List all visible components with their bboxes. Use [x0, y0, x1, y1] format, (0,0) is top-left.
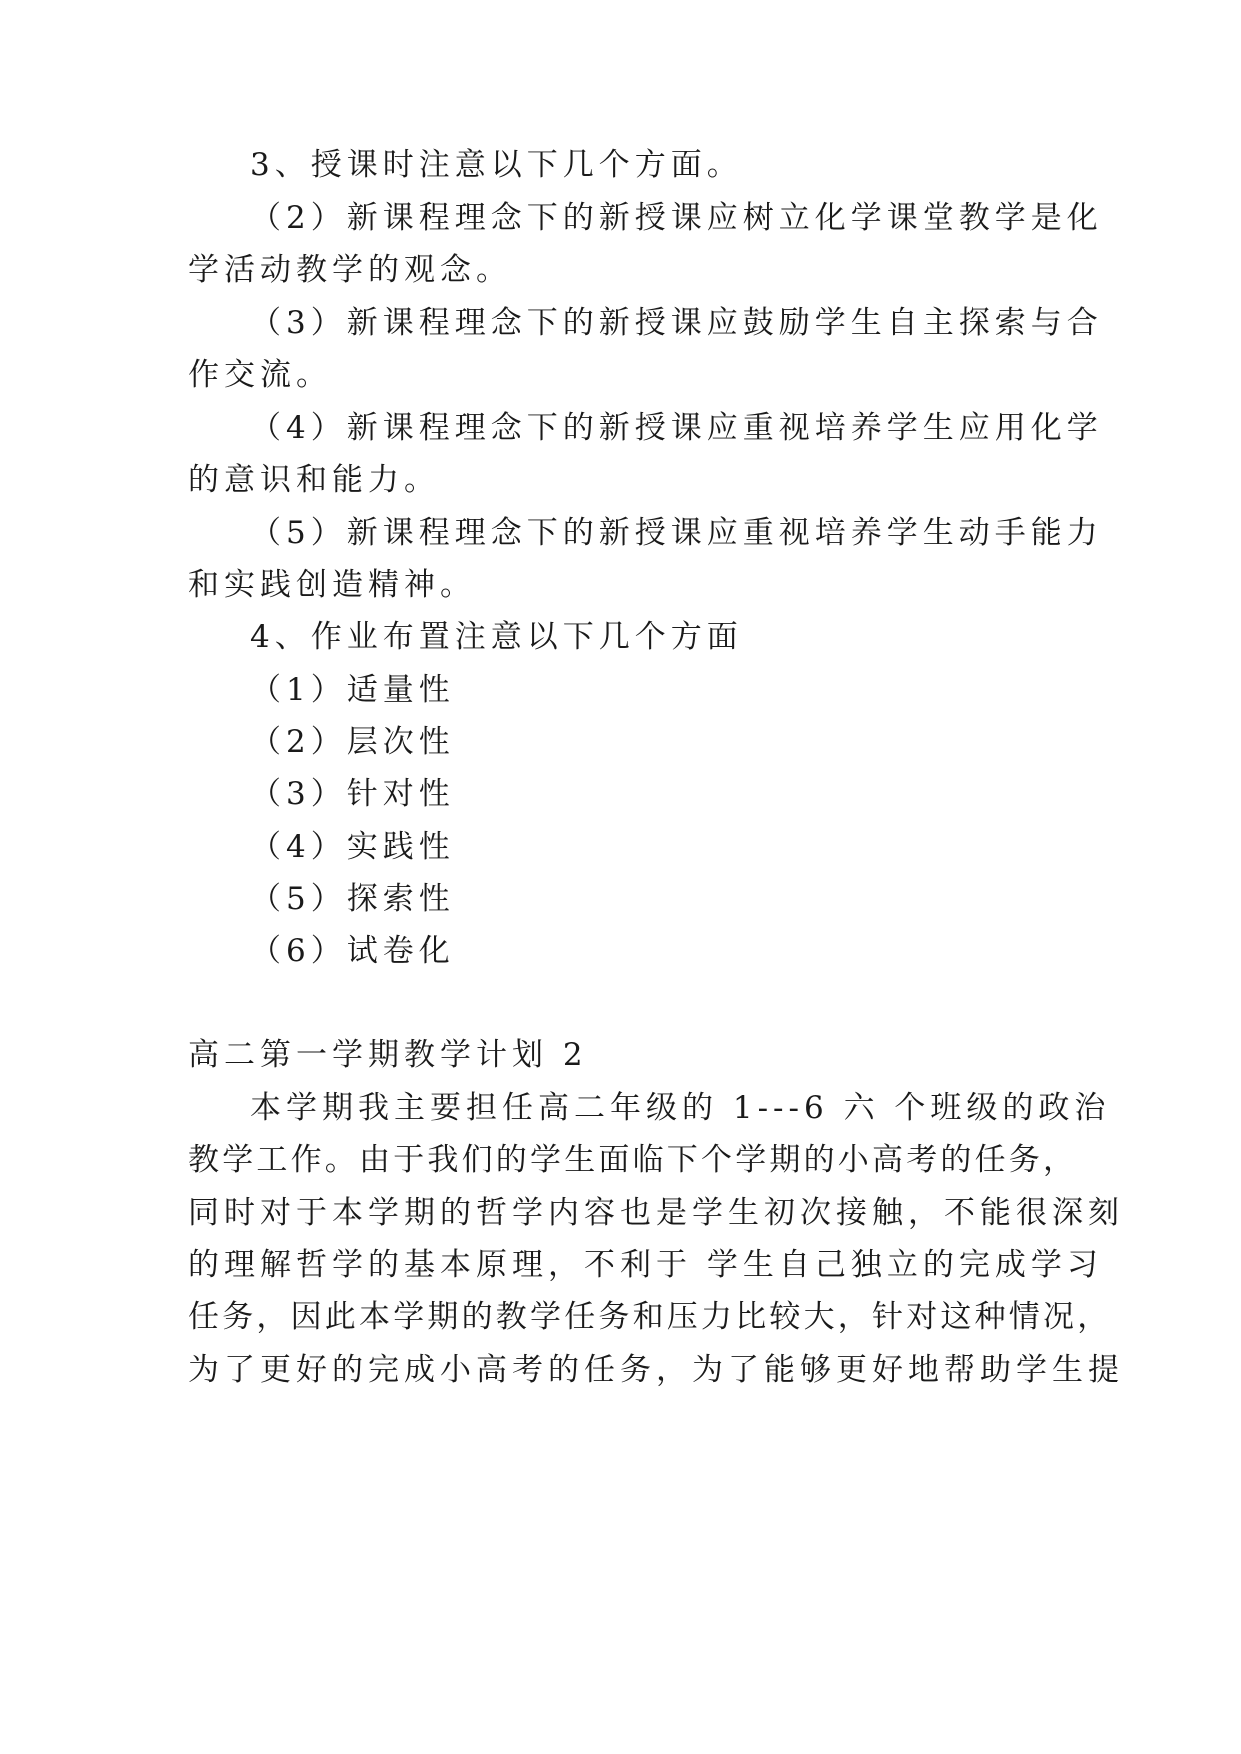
paragraph-line: 任务，因此本学期的教学任务和压力比较大，针对这种情况， — [188, 1299, 1112, 1335]
paragraph-line: 的理解哲学的基本原理，不利于 学生自己独立的完成学习 — [188, 1247, 1103, 1283]
point-5-line-1: （5）新课程理念下的新授课应重视培养学生动手能力 — [250, 515, 1103, 551]
point-3-line-1: （3）新课程理念下的新授课应鼓励学生自主探索与合 — [250, 305, 1103, 341]
homework-item: （5）探索性 — [250, 881, 455, 917]
point-2-line-2: 学活动教学的观念。 — [188, 252, 512, 288]
homework-item: （1）适量性 — [250, 672, 455, 708]
section-title: 高二第一学期教学计划 2 — [188, 1037, 588, 1073]
homework-item: （6）试卷化 — [250, 933, 455, 969]
point-4-line-1: （4）新课程理念下的新授课应重视培养学生应用化学 — [250, 410, 1103, 446]
point-4-line-2: 的意识和能力。 — [188, 462, 440, 498]
point-5-line-2: 和实践创造精神。 — [188, 567, 476, 603]
paragraph-line: 教学工作。由于我们的学生面临下个学期的小高考的任务， — [188, 1142, 1078, 1178]
homework-item: （4）实践性 — [250, 829, 455, 865]
item-4-heading: 4、作业布置注意以下几个方面 — [250, 619, 743, 655]
item-3-heading: 3、授课时注意以下几个方面。 — [250, 147, 743, 183]
paragraph-line: 同时对于本学期的哲学内容也是学生初次接触，不能很深刻 — [188, 1195, 1124, 1231]
paragraph-line: 为了更好的完成小高考的任务，为了能够更好地帮助学生提 — [188, 1352, 1124, 1388]
point-3-line-2: 作交流。 — [188, 357, 332, 393]
homework-item: （3）针对性 — [250, 776, 455, 812]
paragraph-line: 本学期我主要担任高二年级的 1---6 六 个班级的政治 — [250, 1090, 1111, 1126]
point-2-line-1: （2）新课程理念下的新授课应树立化学课堂教学是化 — [250, 200, 1103, 236]
homework-item: （2）层次性 — [250, 724, 455, 760]
